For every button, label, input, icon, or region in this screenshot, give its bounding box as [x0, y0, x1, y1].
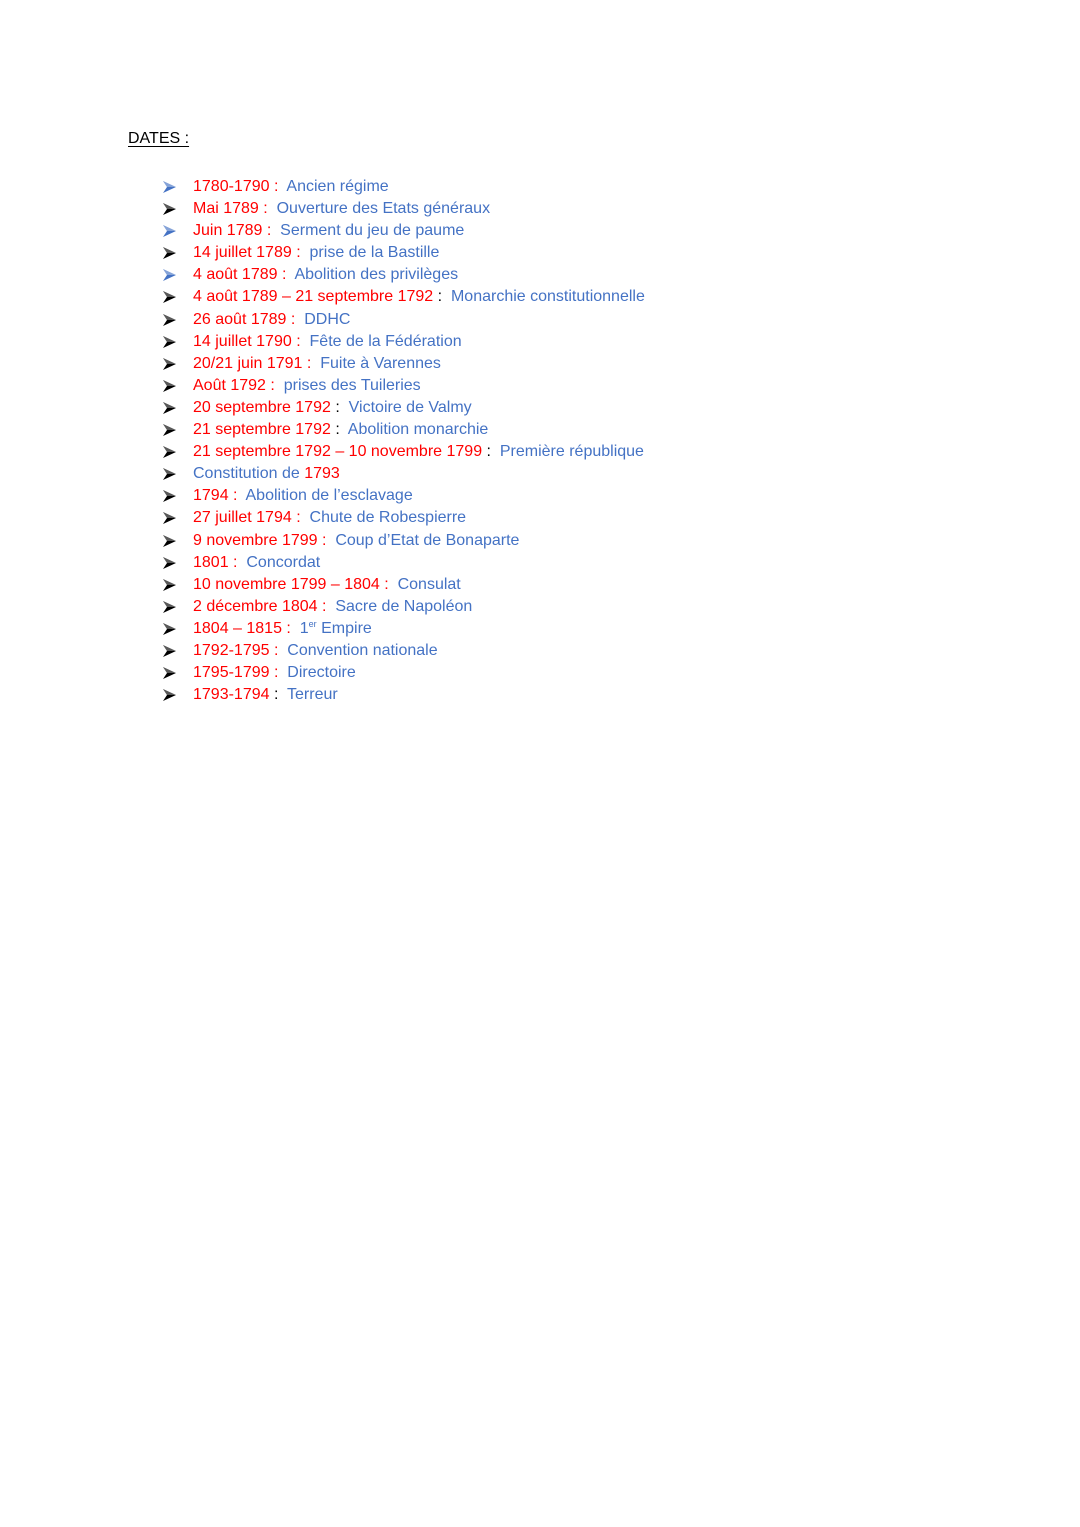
arrowhead-bullet-icon [162, 290, 177, 304]
event-date: 4 août 1789 [193, 266, 278, 284]
date-separator: : [291, 244, 310, 262]
ordinal-superscript: er [308, 618, 317, 629]
date-separator: : [433, 288, 451, 306]
event-date: 21 septembre 1792 [193, 421, 331, 439]
timeline-item-text [193, 463, 340, 485]
arrowhead-bullet-icon [162, 622, 177, 636]
arrowhead-bullet-icon [162, 246, 177, 260]
event-date: 20/21 juin 1791 [193, 354, 303, 372]
event-date: Juin 1789 [193, 222, 263, 240]
arrowhead-bullet-icon [162, 202, 177, 216]
arrowhead-bullet-icon [162, 600, 177, 614]
date-separator: : [286, 310, 305, 328]
event-label: Chute de Robespierre [309, 509, 467, 527]
event-date: 1795-1799 [193, 664, 270, 682]
event-date: 1794 [193, 487, 229, 505]
date-separator: : [291, 509, 310, 527]
event-date: 4 août 1789 – 21 septembre 1792 [193, 288, 434, 306]
event-label: Abolition monarchie [347, 421, 489, 439]
date-separator: : [330, 421, 348, 439]
date-separator: : [269, 686, 288, 704]
arrowhead-bullet-icon [162, 379, 177, 393]
arrowhead-bullet-icon [162, 180, 177, 194]
timeline-item-text [193, 574, 461, 596]
arrowhead-bullet-icon [162, 357, 177, 371]
timeline-item-text [193, 530, 519, 552]
event-date: 27 juillet 1794 [193, 509, 292, 527]
event-label: Ouverture des Etats généraux [276, 200, 491, 218]
event-label: Victoire de Valmy [348, 398, 472, 416]
timeline-item-text [193, 618, 372, 640]
event-label: Première république [499, 443, 644, 461]
event-label: Directoire [287, 664, 356, 682]
date-separator: : [269, 178, 287, 195]
arrowhead-bullet-icon [162, 578, 177, 592]
dates-heading: DATES : [128, 130, 190, 147]
arrowhead-bullet-icon [162, 534, 177, 548]
arrowhead-bullet-icon [162, 467, 177, 481]
timeline-item-text [193, 397, 472, 419]
date-separator: : [317, 597, 336, 615]
arrowhead-bullet-icon [162, 313, 177, 327]
timeline-item-text [193, 640, 438, 662]
timeline-item-text [193, 198, 490, 220]
event-label: Ancien régime [286, 178, 389, 195]
timeline-item-text [193, 419, 488, 441]
arrowhead-bullet-icon [162, 423, 177, 437]
arrowhead-bullet-icon [162, 335, 177, 349]
timeline-item-text [193, 220, 464, 242]
timeline-item-text [193, 309, 350, 331]
arrowhead-bullet-icon [162, 511, 177, 525]
event-date: 20 septembre 1792 [193, 398, 331, 416]
timeline-item-text [193, 552, 320, 574]
event-label: Serment du jeu de paume [280, 222, 465, 240]
timeline-item-text [193, 662, 356, 684]
date-separator: : [291, 332, 310, 350]
date-separator: : [379, 575, 398, 593]
timeline-item-text [193, 331, 462, 353]
event-label: Abolition des privilèges [294, 266, 459, 284]
date-separator: : [258, 200, 277, 218]
event-label: Consulat [397, 575, 461, 593]
event-label: Fuite à Varennes [320, 354, 441, 372]
timeline-item-text [193, 596, 472, 618]
timeline-item-text [193, 375, 421, 397]
date-separator: : [482, 443, 500, 461]
arrowhead-bullet-icon [162, 666, 177, 680]
event-label-rest: Empire [316, 619, 372, 637]
event-label: prises des Tuileries [283, 376, 421, 394]
date-separator: : [269, 641, 288, 659]
event-date: Août 1792 [193, 376, 266, 394]
date-separator: : [228, 487, 246, 505]
timeline-item-text [193, 242, 439, 264]
arrowhead-bullet-icon [162, 556, 177, 570]
event-date: 1801 [193, 553, 229, 571]
event-label: Terreur [287, 686, 338, 704]
event-date: 1793-1794 [193, 686, 270, 704]
event-date: 10 novembre 1799 – 1804 [193, 575, 380, 593]
event-date: 2 décembre 1804 [193, 597, 318, 615]
event-date: 1804 – 1815 [193, 619, 282, 637]
event-label: Abolition de l’esclavage [245, 487, 413, 505]
arrowhead-bullet-icon [162, 688, 177, 702]
event-date: 1780-1790 [193, 178, 270, 195]
event-label: Monarchie constitutionnelle [450, 288, 645, 306]
event-label: Constitution de [193, 465, 305, 483]
date-separator: : [281, 619, 300, 637]
date-separator: : [330, 398, 349, 416]
event-label: Coup d’Etat de Bonaparte [335, 531, 520, 549]
event-date: 21 septembre 1792 – 10 novembre 1799 [193, 443, 483, 461]
date-separator: : [269, 664, 288, 682]
date-separator: : [302, 354, 321, 372]
event-date: 9 novembre 1799 [193, 531, 318, 549]
event-label: Convention nationale [287, 641, 438, 659]
event-date: 14 juillet 1790 [193, 332, 292, 350]
event-label: prise de la Bastille [309, 244, 440, 262]
timeline-item-text [193, 485, 413, 507]
date-separator: : [228, 553, 247, 571]
arrowhead-bullet-icon [162, 644, 177, 658]
arrowhead-bullet-icon [162, 224, 177, 238]
timeline-item-text [193, 507, 466, 529]
date-separator: : [317, 531, 336, 549]
timeline-item-text [193, 684, 338, 706]
date-separator: : [262, 222, 281, 240]
date-separator: : [277, 266, 295, 284]
event-date: 1793 [304, 465, 340, 483]
timeline-item-text [193, 176, 389, 198]
event-label: Fête de la Fédération [309, 332, 462, 350]
date-separator: : [265, 376, 284, 394]
event-date: Mai 1789 [193, 200, 259, 218]
timeline-item-text [193, 441, 644, 463]
event-label: Concordat [246, 553, 321, 571]
arrowhead-bullet-icon [162, 268, 177, 282]
arrowhead-bullet-icon [162, 401, 177, 415]
timeline-item-text [193, 353, 441, 375]
arrowhead-bullet-icon [162, 489, 177, 503]
timeline-item-text [193, 286, 645, 308]
event-date: 14 juillet 1789 [193, 244, 292, 262]
event-label: Sacre de Napoléon [335, 597, 473, 615]
timeline-item-text [193, 264, 458, 286]
event-date: 26 août 1789 [193, 310, 287, 328]
event-date: 1792-1795 [193, 641, 270, 659]
arrowhead-bullet-icon [162, 445, 177, 459]
event-label: 1 [299, 619, 309, 637]
event-label: DDHC [304, 310, 351, 328]
